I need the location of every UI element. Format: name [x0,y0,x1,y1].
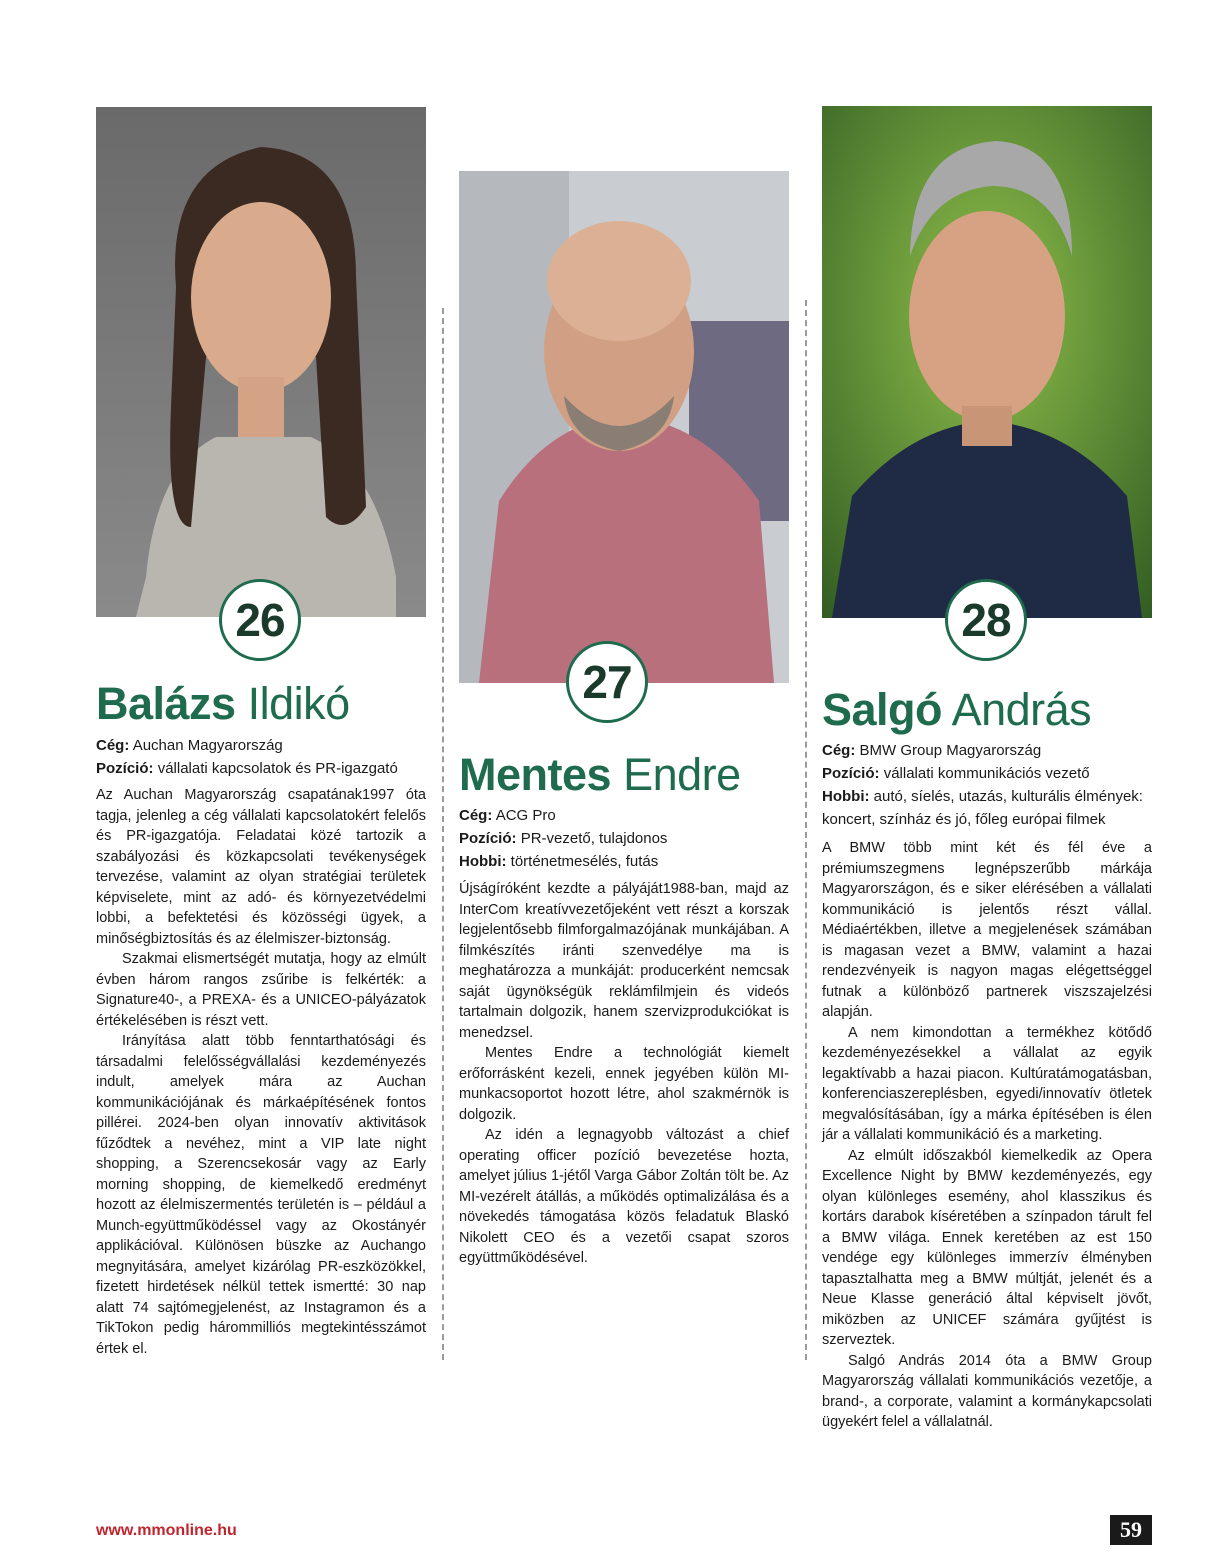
hobby-label: Hobbi: [822,788,870,805]
company-value: BMW Group Magyarország [859,742,1042,759]
body-paragraph: Az Auchan Magyarország csapatának1997 óta tagja, jelenleg a cég vállalati kapcsolatokért felelős és PR-igazgatója. Feladatai közé tartozik a szabályozási és közkapcsolati tevékenységek tervezése, valamint az olyan stratégiai területek képviselete, mint az adó- és környezetvédelmi lobbi, a befektetési és közösségi ügyek, a minőségbiztosítás és az élelmiszer-biztonság. [96,787,426,947]
footer-website-link[interactable]: www.mmonline.hu [96,1522,237,1539]
rank-badge: 28 [945,579,1027,661]
position-value: vállalati kommunikációs vezető [883,765,1090,782]
column-divider [805,300,807,1360]
position-label: Pozíció: [822,765,880,782]
hobby-label: Hobbi: [459,853,507,870]
first-name: András [951,684,1092,735]
body-paragraph: A BMW több mint két és fél éve a prémiumszegmens legnépszerűbb márkája Magyarországon, és e siker elérésében a vállalati kommunikáció is jelentős részt vállal. Médiaértékben, illetve a megjelenések számában is magasan vezet a BMW, valamint a hazai rendezvényeik is nagyon magas elégettséggel futnak a különböző partnerek viszszajelzési alapján. [822,840,1152,1020]
position-row [96,757,426,780]
hobby-value: autó, síelés, utazás, kulturális élmények: koncert, színház és jó, főleg európai filmek [822,788,1143,828]
last-name: Mentes [459,749,612,800]
position-label: Pozíció: [96,760,154,777]
profile-name [822,685,1091,735]
company-label: Cég: [96,737,130,754]
position-value: vállalati kapcsolatok és PR-igazgató [157,760,398,777]
position-row [822,762,1152,785]
company-value: Auchan Magyarország [132,737,283,754]
position-row [459,827,789,850]
hobby-row [459,850,789,873]
hobby-value: történetmesélés, futás [510,853,659,870]
profile-name [459,750,741,800]
body-paragraph: Irányítása alatt több fenntarthatósági és társadalmi felelősségvállalási kezdeményezés indult, amelyek mára az Auchan kommunikációjának és márkaépítésének fontos pillérei. 2024-ben olyan innovatív aktivitások fűződtek a nevéhez, mint a VIP late night shopping, a Szerencsekosár vagy az Early morning shopping, de kiemelkedő eredményt hozott az élelmiszermentés területén is – például a Munch-együttműködéssel vagy az Okostányér applikációval. Különösen büszke az Auchango megnyitására, amelyet kizárólag PR-eszközökkel, fizetett hirdetések nélkül tettek ismertté: 30 nap alatt 74 sajtómegjelenést, az Instagramon és a TikTokon pedig hárommilliós megtekintésszámot értek el. [96,1033,426,1357]
body-paragraph: Az elmúlt időszakból kiemelkedik az Opera Excellence Night by BMW kezdeményezés, egy olyan különleges esemény, ahol klasszikus és kortárs darabok kíséretében a színpadon tárult fel a BMW világa. Ennek keretében az est 150 vendége egy különleges immerzív élményben tapasztalhatta meg a BMW múltját, jelenét és a Neue Klasse generáció által képviselt jövőt, miközben az UNICEF számára gyűjtést is szerveztek. [822,1147,1152,1348]
company-row [459,804,789,827]
position-label: Pozíció: [459,830,517,847]
company-label: Cég: [822,742,856,759]
rank-badge: 26 [219,579,301,661]
profile-facts [459,804,789,873]
portrait-photo-balazs-ildiko [96,107,426,617]
company-value: ACG Pro [495,807,556,824]
portrait-photo-mentes-endre [459,171,789,683]
hobby-row [822,785,1152,831]
last-name: Salgó [822,684,943,735]
profile-name [96,679,350,729]
company-row [96,734,426,757]
body-paragraph: A nem kimondottan a termékhez kötődő kezdeményezésekkel a vállalat az egyik legaktívabb a hazai piacon. Kultúratámogatásban, konferenciaszereplésben, egyedi/innovatív ötletek megvalósításában, így a márka építésében is élen jár a vállalati kommunikáció és a marketing. [822,1024,1152,1143]
column-divider [442,308,444,1360]
body-paragraph: Mentes Endre a technológiát kiemelt erőforrásként kezeli, ennek jegyében külön MI-munkacsoportot hozott létre, ahol szakmérnök is dolgozik. [459,1045,789,1123]
profile-facts [96,734,426,780]
first-name: Endre [623,749,741,800]
company-row [822,739,1152,762]
portrait-photo-salgo-andras [822,106,1152,618]
page-number: 59 [1110,1515,1152,1545]
profile-facts [822,739,1152,831]
body-paragraph: Salgó András 2014 óta a BMW Group Magyarország vállalati kommunikációs vezetője, a brand-, a corporate, valamint a kormánykapcsolati ügyekért felel a vállalatnál. [822,1352,1152,1430]
company-label: Cég: [459,807,493,824]
body-paragraph: Az idén a legnagyobb változást a chief operating officer pozíció bevezetése hozta, amelyet július 1-jétől Varga Gábor Zoltán tölt be. Az MI-vezérelt átállás, a működés optimalizálása és a növekedés támogatása közös feladatuk Blaskó Nikolett CEO és a vezetői csapat szoros együttműködésével. [459,1127,789,1266]
profile-body [96,785,426,1359]
body-paragraph: Szakmai elismertségét mutatja, hogy az elmúlt évben három rangos zsűribe is felkérték: a Signature40-, a PREXA- és a UNICEO-pályázatok értékelésében is részt vett. [96,951,426,1029]
last-name: Balázs [96,678,236,729]
first-name: Ildikó [247,678,350,729]
body-paragraph: Újságíróként kezdte a pályáját1988-ban, majd az InterCom kreatívvezetőjeként vett részt a korszak legjelentősebb filmforgalmazójának munkájában. A filmkészítés iránti szenvedélye ma is meghatározza a munkáját: producerként nemcsak saját ügynökségük reklámfilmjein és videós tartalmain dolgozik, hanem szervizprodukciókat is menedzsel. [459,881,789,1041]
rank-badge: 27 [566,641,648,723]
profile-body [459,879,789,1269]
position-value: PR-vezető, tulajdonos [520,830,668,847]
profile-body [822,838,1152,1433]
